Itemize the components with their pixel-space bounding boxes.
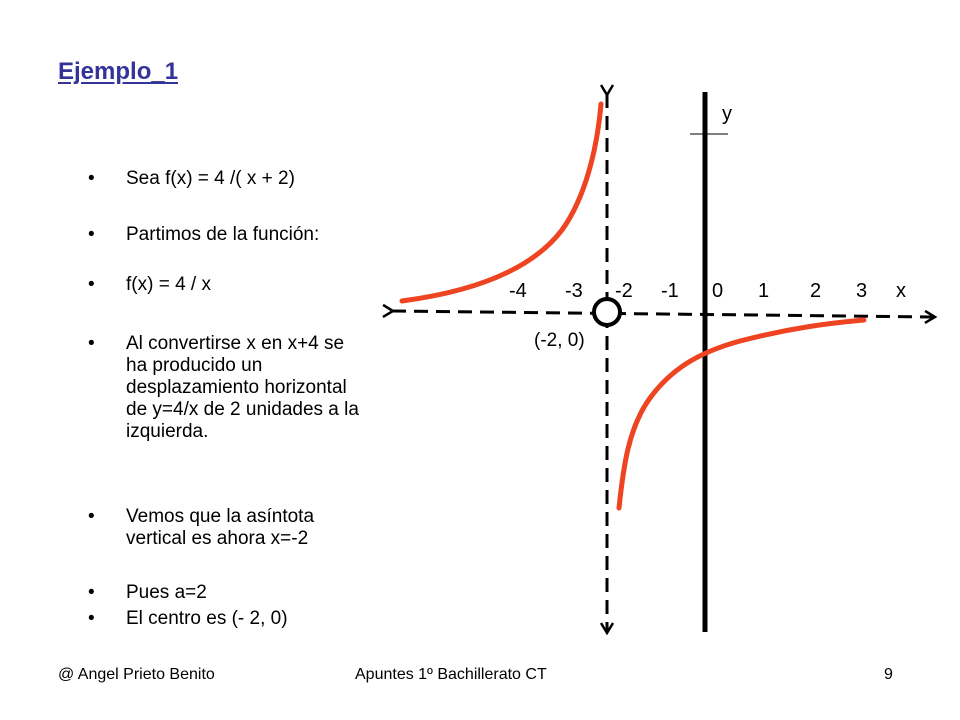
tick-label: 3 <box>856 280 868 302</box>
bullet-text: Partimos de la función: <box>126 224 320 245</box>
tick-label: -1 <box>661 280 679 302</box>
bullet-glyph: • <box>88 333 95 354</box>
bullet-glyph: • <box>88 608 95 629</box>
tick-label: -2 <box>615 280 633 302</box>
x-axis-label: x <box>896 280 906 302</box>
footer-author: @ Angel Prieto Benito <box>58 666 215 683</box>
tick-label: 1 <box>758 280 770 302</box>
bullet-text: Sea f(x) = 4 /( x + 2) <box>126 168 295 189</box>
bullet-glyph: • <box>88 224 95 245</box>
footer-page-number: 9 <box>884 666 893 683</box>
footer-course: Apuntes 1º Bachillerato CT <box>355 666 547 683</box>
center-point <box>594 299 620 325</box>
slide-title: Ejemplo_1 <box>58 58 179 85</box>
bullet-glyph: • <box>88 168 95 189</box>
bullet-glyph: • <box>88 506 95 527</box>
x-axis <box>392 311 934 317</box>
tick-label: -3 <box>565 280 583 302</box>
bullet-text: Pues a=2 <box>126 582 207 603</box>
tick-label: 2 <box>810 280 822 302</box>
bullet-text: Al convertirse x en x+4 se ha producido un desplazamiento horizontal de y=4/x de 2 unidades a la izquierda. <box>126 333 359 442</box>
bullet-text: f(x) = 4 / x <box>126 274 211 295</box>
bullet-text: Vemos que la asíntota vertical es ahora x=-2 <box>126 506 315 549</box>
bullet-glyph: • <box>88 274 95 295</box>
tick-label: 0 <box>712 280 724 302</box>
bullet-glyph: • <box>88 582 95 603</box>
center-label: (-2, 0) <box>534 330 585 351</box>
curve-branch-lower-right <box>619 320 864 508</box>
y-axis-label: y <box>722 103 732 125</box>
bullet-text: El centro es (- 2, 0) <box>126 608 288 629</box>
curve-branch-upper-left <box>402 104 601 301</box>
tick-label: -4 <box>509 280 527 302</box>
